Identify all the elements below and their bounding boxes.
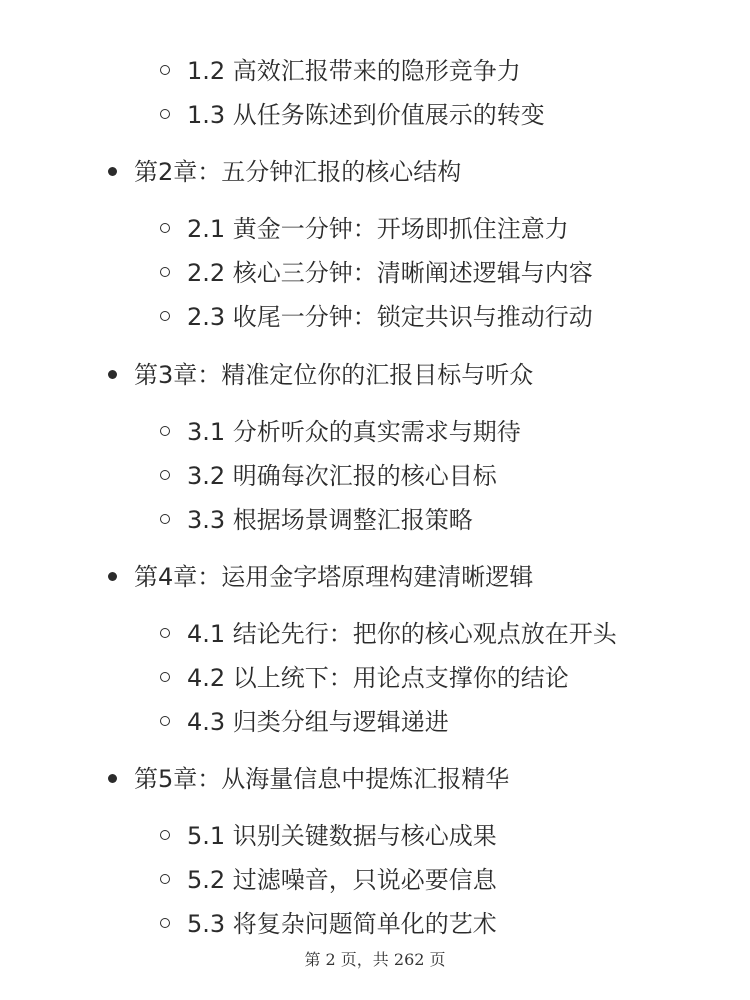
outline-section-5-3 [160,904,497,944]
outline-section-2-1 [160,209,569,249]
chapter-label: 第2章：五分钟汇报的核心结构 [134,158,462,186]
outline-section-5-2 [160,860,497,900]
hollow-bullet-icon [160,223,170,233]
hollow-bullet-icon [160,65,170,75]
hollow-bullet-icon [160,830,170,840]
section-label: 3.2 明确每次汇报的核心目标 [187,462,497,490]
hollow-bullet-icon [160,267,170,277]
filled-bullet-icon [108,370,117,379]
hollow-bullet-icon [160,874,170,884]
section-label: 3.3 根据场景调整汇报策略 [187,506,473,534]
outline-chapter-4 [108,557,533,597]
outline-section-4-2 [160,658,569,698]
outline-section-5-1 [160,816,497,856]
page-number-footer: 第 2 页，共 262 页 [304,950,446,969]
hollow-bullet-icon [160,470,170,480]
section-label: 5.2 过滤噪音，只说必要信息 [187,866,497,894]
hollow-bullet-icon [160,918,170,928]
hollow-bullet-icon [160,628,170,638]
outline-section-2-3 [160,297,593,337]
outline-section-3-3 [160,500,473,540]
hollow-bullet-icon [160,716,170,726]
outline-chapter-2 [108,152,461,192]
filled-bullet-icon [108,167,117,176]
hollow-bullet-icon [160,672,170,682]
filled-bullet-icon [108,572,117,581]
section-label: 1.2 高效汇报带来的隐形竞争力 [187,57,521,85]
section-label: 5.1 识别关键数据与核心成果 [187,822,497,850]
chapter-label: 第5章：从海量信息中提炼汇报精华 [134,765,510,793]
hollow-bullet-icon [160,311,170,321]
outline-chapter-3 [108,355,533,395]
chapter-label: 第4章：运用金字塔原理构建清晰逻辑 [134,563,534,591]
hollow-bullet-icon [160,426,170,436]
section-label: 2.1 黄金一分钟：开场即抓住注意力 [187,215,569,243]
hollow-bullet-icon [160,109,170,119]
outline-chapter-5 [108,759,509,799]
hollow-bullet-icon [160,514,170,524]
outline-section-1-3 [160,95,545,135]
section-label: 4.3 归类分组与逻辑递进 [187,708,449,736]
filled-bullet-icon [108,774,117,783]
section-label: 4.1 结论先行：把你的核心观点放在开头 [187,620,617,648]
section-label: 2.3 收尾一分钟：锁定共识与推动行动 [187,303,593,331]
outline-section-1-2 [160,51,521,91]
outline-section-3-1 [160,412,521,452]
section-label: 2.2 核心三分钟：清晰阐述逻辑与内容 [187,259,593,287]
section-label: 4.2 以上统下：用论点支撑你的结论 [187,664,569,692]
outline-section-4-1 [160,614,617,654]
section-label: 5.3 将复杂问题简单化的艺术 [187,910,497,938]
chapter-label: 第3章：精准定位你的汇报目标与听众 [134,361,534,389]
outline-section-2-2 [160,253,593,293]
outline-section-4-3 [160,702,449,742]
section-label: 1.3 从任务陈述到价值展示的转变 [187,101,545,129]
outline-section-3-2 [160,456,497,496]
section-label: 3.1 分析听众的真实需求与期待 [187,418,521,446]
